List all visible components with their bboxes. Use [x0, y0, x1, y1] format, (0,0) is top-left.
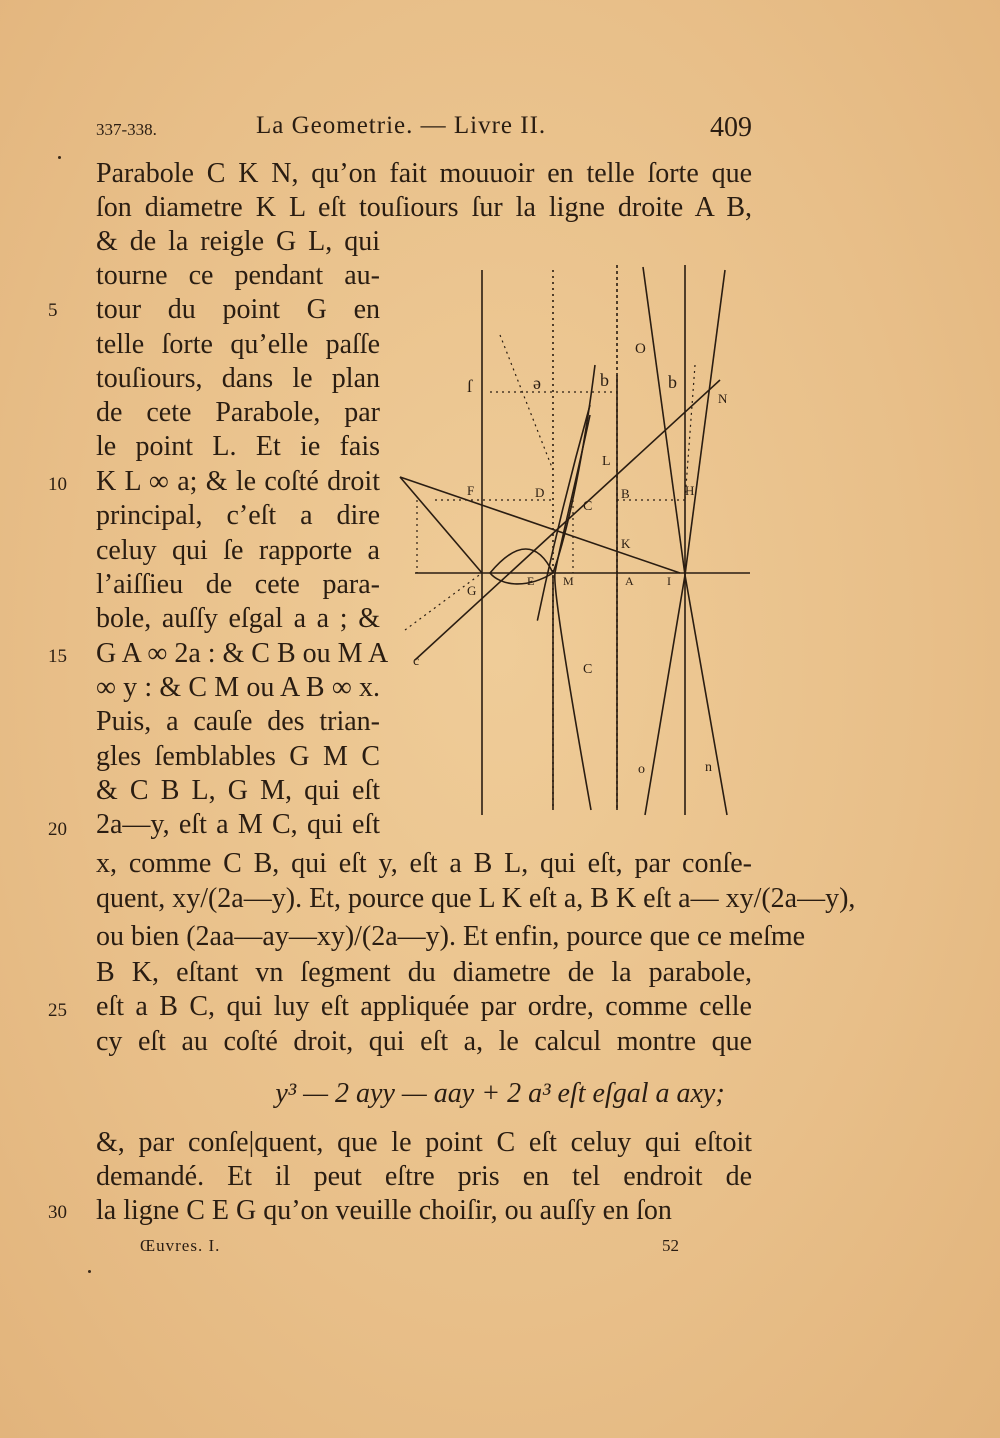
text-line: & de la reigle G L, qui — [96, 226, 380, 257]
text-line: quent, xy/(2a—y). Et, pource que L K eſt a, B K eſt a— xy/(2a—y), — [96, 883, 856, 914]
figure-label: c — [413, 654, 420, 669]
text-line: K L ∞ a; & le coſté droit — [96, 466, 380, 497]
line-number: 20 — [48, 819, 67, 840]
figure-label: b — [600, 370, 609, 390]
figure-label: H — [685, 483, 695, 498]
figure-label: M — [563, 574, 574, 588]
figure-labels — [413, 341, 728, 777]
text-line: gles ſemblables G M C — [96, 741, 380, 772]
text-line: touſiours, dans le plan — [96, 363, 380, 394]
line-number: 30 — [48, 1202, 67, 1223]
figure-label: C — [583, 499, 593, 514]
figure-label: I — [667, 574, 671, 588]
text-line: telle ſorte qu’elle paſſe — [96, 329, 380, 360]
text-line: demandé. Et il peut eſtre pris en tel endroit de — [96, 1161, 752, 1192]
figure-label: O — [635, 341, 646, 357]
header-page-range: 337-338. — [96, 120, 157, 139]
speck — [58, 156, 61, 159]
figure-label: E — [527, 574, 535, 588]
text-line: celuy qui ſe rapporte a — [96, 535, 380, 566]
text-line: G A ∞ 2a : & C B ou M A — [96, 638, 389, 669]
text-line: le point L. Et ie fais — [96, 431, 380, 462]
text-line: Parabole C K N, qu’on fait mouuoir en telle ſorte que — [96, 158, 752, 189]
figure-label: B — [621, 486, 630, 501]
text-line: principal, c’eſt a dire — [96, 500, 380, 531]
figure-label: ə — [533, 373, 541, 393]
text-line: la ligne C E G qu’on veuille choiſir, ou auſſy en ſon — [96, 1195, 672, 1226]
figure-label: N — [718, 391, 728, 406]
figure-label: n — [705, 760, 712, 775]
line-number: 5 — [48, 300, 58, 321]
figure-label: C — [583, 662, 593, 677]
figure-label: K — [621, 536, 631, 551]
text-line: eſt a B C, qui luy eſt appliquée par ordre, comme celle — [96, 991, 752, 1022]
text-line: ſon diametre K L eſt touſiours ſur la ligne droite A B, — [96, 192, 752, 223]
text-line: de cete Parabole, par — [96, 397, 380, 428]
line-number: 15 — [48, 646, 67, 667]
text-line: B K, eſtant vn ſegment du diametre de la parabole, — [96, 957, 752, 988]
text-line: l’aiſſieu de cete para- — [96, 569, 380, 600]
text-line: Puis, a cauſe des trian- — [96, 706, 380, 737]
figure-label: L — [602, 454, 611, 469]
text-line: ∞ y : & C M ou A B ∞ x. — [96, 672, 380, 703]
text-line: tour du point G en — [96, 294, 380, 325]
text-line: x, comme C B, qui eſt y, eſt a B L, qui eſt, par conſe- — [96, 848, 752, 879]
geometric-figure — [395, 255, 755, 825]
text-line: cy eſt au coſté droit, qui eſt a, le calcul montre que — [96, 1026, 752, 1057]
figure-label: D — [535, 485, 545, 500]
text-line: bole, auſſy eſgal a a ; & — [96, 603, 380, 634]
figure-label: F — [467, 483, 475, 498]
footer-volume: Œuvres. I. — [140, 1236, 221, 1255]
text-line: tourne ce pendant au- — [96, 260, 380, 291]
page-number: 409 — [710, 112, 752, 143]
running-header — [96, 112, 752, 146]
speck — [88, 1270, 91, 1273]
header-title: La Geometrie. — Livre II. — [256, 112, 547, 139]
equation: y³ — 2 ayy — aay + 2 a³ eſt eſgal a axy; — [275, 1078, 725, 1109]
text-line: &, par conſe|quent, que le point C eſt celuy qui eſtoit — [96, 1127, 752, 1158]
figure-label: A — [625, 574, 634, 588]
text-line: 2a—y, eſt a M C, qui eſt — [96, 809, 380, 840]
figure-label: ſ — [467, 376, 473, 396]
footer-signature: 52 — [662, 1236, 679, 1255]
figure-label: o — [638, 762, 645, 777]
text-line: ou bien (2aa—ay—xy)/(2a—y). Et enfin, pource que ce meſme — [96, 921, 806, 952]
line-number: 25 — [48, 1000, 67, 1021]
figure-label: G — [467, 583, 477, 598]
text-line: & C B L, G M, qui eſt — [96, 775, 380, 806]
figure-label: b — [668, 372, 677, 392]
line-number: 10 — [48, 474, 67, 495]
